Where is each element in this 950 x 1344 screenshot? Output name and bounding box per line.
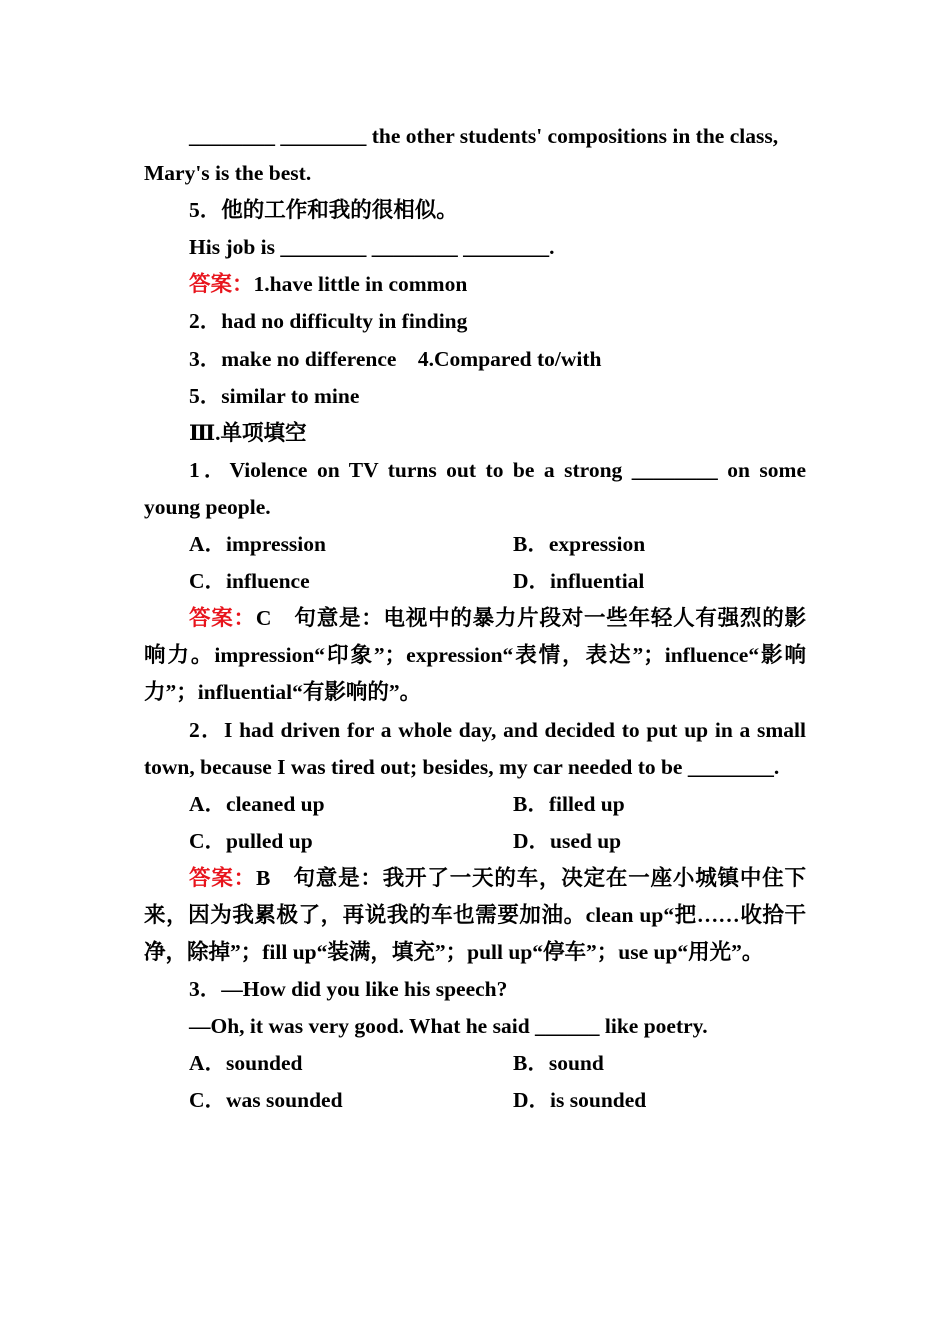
mc1-option-c: C．influence [189, 569, 310, 594]
question-4-line1: ________ ________ the other students' compositions in the class, [189, 124, 779, 148]
mc3-options-row-2 [144, 1082, 806, 1119]
mc2-option-b: B．filled up [513, 791, 625, 816]
mc2-option-c: C．pulled up [189, 828, 313, 853]
mc2-answer-label: 答案： [189, 865, 256, 890]
mc1-option-a: A．impression [189, 532, 326, 557]
document-page [144, 118, 812, 1120]
question-5-sentence: His job is ________ ________ ________. [189, 235, 555, 260]
mc3-option-a: A．sounded [189, 1051, 303, 1076]
answer-1: 1.have little in common [253, 272, 468, 297]
mc1-option-b: B．expression [513, 532, 646, 557]
mc1-options-row-1 [144, 526, 806, 563]
section-title: Ⅲ.单项填空 [189, 420, 307, 445]
answer-5: 5．similar to mine [189, 383, 360, 408]
question-5-prompt: 5．他的工作和我的很相似。 [189, 198, 458, 223]
mc3-option-b: B．sound [513, 1051, 604, 1076]
mc2-answer [144, 860, 806, 971]
mc1-stem: 1．Violence on TV turns out to be a strong ________ on some young people. [144, 457, 812, 519]
answer-line-1 [144, 266, 806, 303]
mc1-options-row-2 [144, 563, 806, 600]
mc2-option-d: D．used up [513, 828, 622, 853]
mc1-answer-label: 答案： [189, 606, 256, 631]
question-4-line2: Mary's is the best. [144, 161, 312, 186]
answer-2: 2．had no difficulty in finding [189, 309, 468, 334]
mc3-option-d: D．is sounded [513, 1088, 647, 1113]
mc2-options-row-2 [144, 823, 806, 860]
mc1-answer-text: C 句意是：电视中的暴力片段对一些年轻人有强烈的影响力。impression“印象”；expression“表情，表达”；influence“影响力”；influential“有影响的”。 [144, 606, 806, 705]
mc3-stem-answer: —Oh, it was very good. What he said ______ like poetry. [189, 1014, 708, 1039]
mc1-option-d: D．influential [513, 569, 645, 594]
answer-label: 答案： [189, 272, 254, 297]
mc2-options-row-1 [144, 786, 806, 823]
mc3-stem-question: 3．—How did you like his speech? [189, 977, 508, 1002]
answer-3-4: 3．make no difference 4.Compared to/with [189, 346, 602, 371]
mc3-options-row-1 [144, 1045, 806, 1082]
mc3-option-c: C．was sounded [189, 1088, 343, 1113]
mc2-stem: 2．I had driven for a whole day, and decided to put up in a small town, because I was tired out; besides, my car needed to be ________. [144, 717, 812, 779]
mc1-answer [144, 600, 806, 711]
mc2-option-a: A．cleaned up [189, 791, 325, 816]
mc2-answer-text: B 句意是：我开了一天的车，决定在一座小城镇中住下来，因为我累极了，再说我的车也需要加油。clean up“把……收拾干净，除掉”；fill up“装满，填充”；pull up“停车”；use up“用光”。 [144, 865, 806, 965]
